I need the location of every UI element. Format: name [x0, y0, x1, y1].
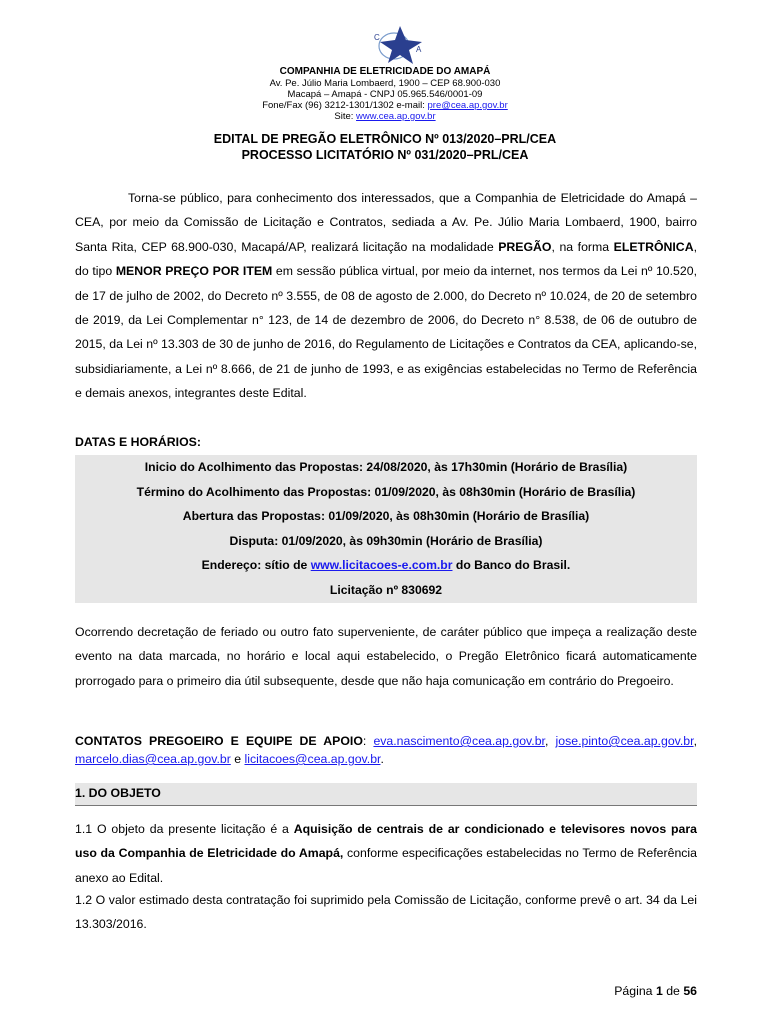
- schedule-row: Inicio do Acolhimento das Propostas: 24/08/2020, às 17h30min (Horário de Brasília): [144, 460, 628, 474]
- contact-email-link[interactable]: marcelo.dias@cea.ap.gov.br: [75, 752, 231, 766]
- contacts-paragraph: CONTATOS PREGOEIRO E EQUIPE DE APOIO: eva.nascimento@cea.ap.gov.br, jose.pinto@cea.ap.gov.br, marcelo.dias@cea.ap.gov.br e licitacoes@cea.ap.gov.br.: [75, 734, 697, 766]
- logo-lettering: C: [374, 33, 380, 42]
- contact-email-link[interactable]: eva.nascimento@cea.ap.gov.br: [373, 734, 545, 748]
- company-site: Site: www.cea.ap.gov.br: [334, 111, 436, 122]
- contacts-label: CONTATOS PREGOEIRO E EQUIPE DE APOIO: [75, 734, 363, 748]
- licitacao-number: Licitação nº 830692: [329, 582, 443, 597]
- section-1-title: 1. DO OBJETO: [75, 786, 161, 800]
- company-address: Av. Pe. Júlio Maria Lombaerd, 1900 – CEP 68.900-030: [269, 78, 501, 89]
- cea-logo: [372, 22, 428, 66]
- page-total: 56: [683, 984, 697, 998]
- schedule-row: Disputa: 01/09/2020, às 09h30min (Horário de Brasília): [229, 533, 543, 548]
- schedule-row: Abertura das Propostas: 01/09/2020, às 08h30min (Horário de Brasília): [182, 509, 590, 524]
- schedule-heading: DATAS E HORÁRIOS:: [75, 435, 201, 449]
- schedule-box: [75, 455, 697, 603]
- company-email-link[interactable]: pre@cea.ap.gov.br: [427, 100, 508, 111]
- section-1-paragraph-1: 1.1 O objeto da presente licitação é a Aquisição de centrais de ar condicionado e televisores novos para uso da Companhia de Eletricidade do Amapá, conforme especificações estabelecidas no Termo de Referência anexo ao Edital.: [75, 822, 697, 885]
- company-name: COMPANHIA DE ELETRICIDADE DO AMAPÁ: [279, 66, 491, 77]
- schedule-row: Término do Acolhimento das Propostas: 01/09/2020, às 08h30min (Horário de Brasília): [136, 484, 636, 499]
- intro-paragraph: Torna-se público, para conhecimento dos interessados, que a Companhia de Eletricidade do Amapá – CEA, por meio da Comissão de Licitação e Contratos, sediada a Av. Pe. Júlio Maria Lombaerd, 1900, bairro Santa Rita, CEP 68.900-030, Macapá/AP, realizará licitação na modalidade PREGÃO, na forma ELETRÔNICA, do tipo MENOR PREÇO POR ITEM em sessão pública virtual, por meio da internet, nos termos da Lei nº 10.520, de 17 de julho de 2002, do Decreto nº 3.555, de 08 de agosto de 2.000, do Decreto nº 10.024, de 20 de setembro de 2019, da Lei Complementar n° 123, de 14 de dezembro de 2006, do Decreto n° 8.538, de 06 de outubro de 2015, da Lei nº 13.303 de 30 de junho de 2016, do Regulamento de Licitações e Contratos da CEA, aplicando-se, subsidiariamente, a Lei nº 8.666, de 21 de junho de 1993, e as exigências estabelecidas no Termo de Referência e demais anexos, integrantes deste Edital.: [75, 191, 697, 401]
- company-site-link[interactable]: www.cea.ap.gov.br: [356, 111, 436, 122]
- edital-title: EDITAL DE PREGÃO ELETRÔNICO Nº 013/2020–PRL/CEA: [213, 132, 557, 146]
- schedule-address: Endereço: sítio de www.licitacoes-e.com.br do Banco do Brasil.: [201, 558, 571, 573]
- svg-text:A: A: [416, 45, 422, 54]
- page-number: 1: [655, 984, 663, 998]
- processo-title: PROCESSO LICITATÓRIO Nº 031/2020–PRL/CEA: [241, 148, 529, 162]
- page-footer: Página 1 de 56: [614, 984, 697, 998]
- holiday-paragraph: Ocorrendo decretação de feriado ou outro fato superveniente, de caráter público que impeça a realização deste evento na data marcada, no horário e local aqui estabelecido, o Pregão Eletrônico ficará automaticamente prorrogado para o primeiro dia útil subsequente, desde que não haja comunicação em contrário do Pregoeiro.: [75, 625, 697, 688]
- contact-email-link[interactable]: licitacoes@cea.ap.gov.br: [244, 752, 381, 766]
- company-city-cnpj: Macapá – Amapá - CNPJ 05.965.546/0001-09: [287, 89, 483, 100]
- company-phone: Fone/Fax (96) 3212-1301/1302 e-mail: pre@cea.ap.gov.br: [262, 100, 508, 111]
- licitacoes-link[interactable]: www.licitacoes-e.com.br: [310, 558, 453, 573]
- section-1-paragraph-2: 1.2 O valor estimado desta contratação foi suprimido pela Comissão de Licitação, conforme prevê o art. 34 da Lei 13.303/2016.: [75, 893, 697, 932]
- contact-email-link[interactable]: jose.pinto@cea.ap.gov.br: [555, 734, 694, 748]
- section-1-bar: [75, 783, 697, 806]
